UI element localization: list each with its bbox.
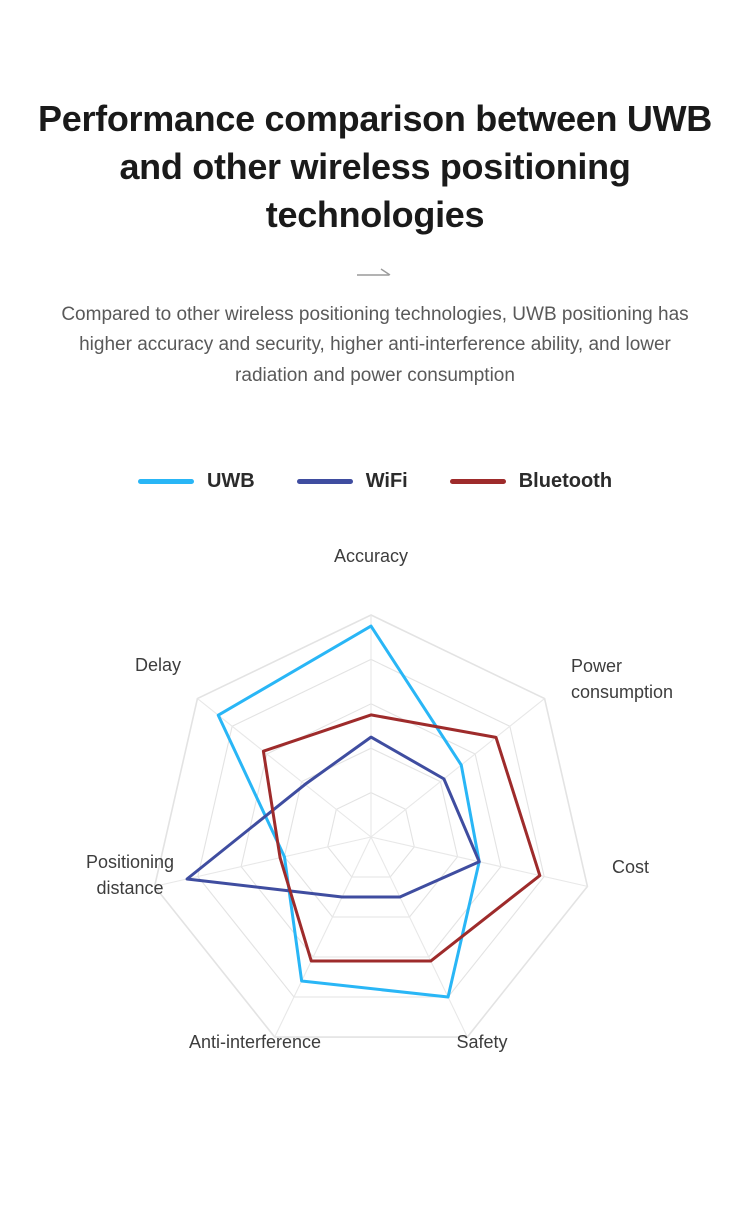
page-header xyxy=(0,0,750,392)
radar-axis-line xyxy=(275,837,371,1037)
chart-legend xyxy=(0,470,750,493)
legend-swatch-wifi xyxy=(297,479,353,484)
axis-label-anti-interference: Anti-interference xyxy=(188,1032,322,1052)
legend-item-uwb[interactable] xyxy=(138,470,255,493)
axis-label-accuracy: Accuracy xyxy=(333,546,409,566)
radar-grid xyxy=(155,615,588,1037)
radar-series-bluetooth xyxy=(263,715,539,961)
arrow-right-icon xyxy=(355,266,395,280)
legend-label-uwb: UWB xyxy=(206,470,255,492)
axis-label-delay: Delay xyxy=(134,655,182,675)
axis-label-positioning-distance: Positioning distance xyxy=(85,852,175,898)
legend-label-wifi: WiFi xyxy=(365,470,408,492)
page-subtitle: Compared to other wireless positioning technologies, UWB positioning has higher accuracy and security, higher anti-interference ability, and lower radiation and power consumption xyxy=(61,303,689,387)
radar-series-uwb xyxy=(218,626,479,997)
radar-axis-line xyxy=(371,837,467,1037)
radar-axis-labels xyxy=(135,546,649,1052)
legend-swatch-uwb xyxy=(138,479,194,484)
legend-item-bluetooth[interactable] xyxy=(450,470,612,493)
page-title: Performance comparison between UWB and other wireless positioning technologies xyxy=(38,98,712,236)
axis-label-safety: Safety xyxy=(456,1032,508,1052)
axis-label-cost: Cost xyxy=(612,857,650,877)
radar-chart xyxy=(0,527,750,1087)
legend-swatch-bluetooth xyxy=(450,479,506,484)
radar-axis-labels-multiline xyxy=(86,656,673,898)
legend-item-wifi[interactable] xyxy=(297,470,408,493)
radar-axis-line xyxy=(197,699,371,837)
legend-label-bluetooth: Bluetooth xyxy=(518,470,613,492)
axis-label-power-consumption: Power consumption xyxy=(571,656,674,702)
radar-series xyxy=(187,626,540,997)
radar-series-wifi xyxy=(187,737,479,897)
